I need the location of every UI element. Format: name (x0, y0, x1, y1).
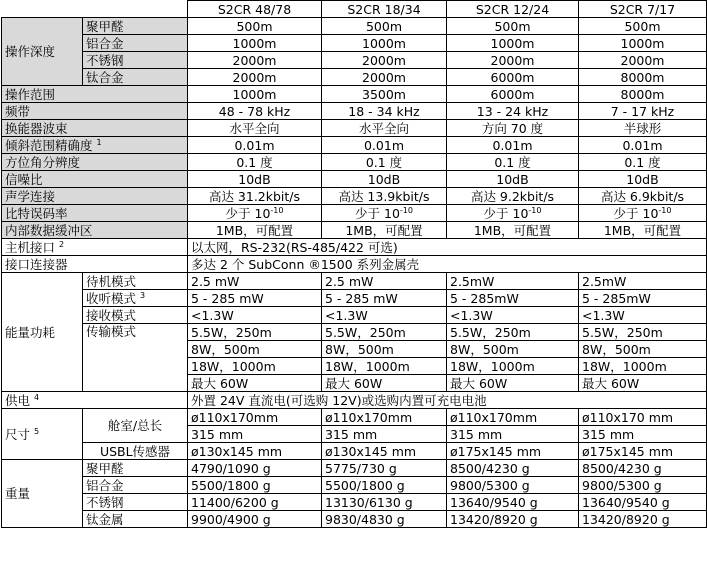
row-label (2, 205, 188, 222)
value-cell: 1MB，可配置 (447, 222, 579, 239)
value-cell: 13640/9540 g (447, 494, 579, 511)
row-label (2, 18, 83, 86)
value-cell: 1000m (188, 86, 322, 103)
value-cell: ø175x145 mm (579, 443, 707, 460)
value-cell: 2000m (188, 52, 322, 69)
footnote-marker: 5 (34, 426, 40, 436)
value-cell: ø130x145 mm (188, 443, 322, 460)
value-cell: 9830/4830 g (322, 511, 447, 528)
weight-row (2, 494, 707, 511)
value-cell: 500m (322, 18, 447, 35)
value-cell: 0.01m (188, 137, 322, 154)
value-cell: 2.5mW (579, 273, 707, 290)
value-cell: 13130/6130 g (322, 494, 447, 511)
row-label-text: 操作范围 (5, 86, 56, 102)
value-cell: 水平全向 (322, 120, 447, 137)
row-label-text: 信噪比 (5, 171, 43, 187)
spec-row (2, 154, 707, 171)
row-label (2, 154, 188, 171)
row-label-text: 重量 (5, 486, 31, 501)
row-label-text: 换能器波束 (5, 120, 68, 136)
value-cell: 5500/1800 g (188, 477, 322, 494)
power-row (2, 324, 707, 341)
material-label: 铝合金 (83, 477, 188, 494)
value-cell: 高达 13.9kbit/s (322, 188, 447, 205)
value-cell: 13420/8920 g (447, 511, 579, 528)
value-cell: 8000m (579, 86, 707, 103)
material-label: 钛合金 (83, 69, 188, 86)
row-label-text: 声学连接 (5, 188, 56, 204)
value-cell: 水平全向 (188, 120, 322, 137)
value-cell: 315 mm (322, 426, 447, 443)
material-label: 聚甲醛 (83, 460, 188, 477)
value-cell: 1MB，可配置 (188, 222, 322, 239)
value-cell: 0.01m (322, 137, 447, 154)
row-label (2, 222, 188, 239)
value-cell: 315 mm (188, 426, 322, 443)
power-mode-text: 待机模式 (86, 273, 137, 289)
material-label: 铝合金 (83, 35, 188, 52)
value-cell: 2.5mW (447, 273, 579, 290)
value-cell: 5 - 285mW (579, 290, 707, 307)
power-row (2, 290, 707, 307)
row-label-text: 比特误码率 (5, 205, 68, 221)
value-cell: 18W，1000m (322, 358, 447, 375)
ber-cell (188, 205, 322, 222)
header-row (2, 1, 707, 18)
power-mode-label (83, 290, 188, 307)
value-cell: 0.01m (447, 137, 579, 154)
size-part-label: USBL传感器 (83, 443, 188, 460)
row-label-text: 主机接口 (5, 239, 56, 255)
value-cell: 3500m (322, 86, 447, 103)
value-cell: 1000m (188, 35, 322, 52)
row-label (2, 137, 188, 154)
row-label (2, 103, 188, 120)
depth-row (2, 52, 707, 69)
value-cell: 0.1 度 (188, 154, 322, 171)
value-cell: 8500/4230 g (447, 460, 579, 477)
value-cell: 315 mm (447, 426, 579, 443)
value-cell: 7 - 17 kHz (579, 103, 707, 120)
footnote-marker: 4 (34, 392, 40, 402)
value-cell: 13 - 24 kHz (447, 103, 579, 120)
weight-row (2, 460, 707, 477)
value-cell: 13640/9540 g (579, 494, 707, 511)
ber-cell (579, 205, 707, 222)
value-cell: 最大 60W (579, 375, 707, 392)
value-cell: 18W，1000m (447, 358, 579, 375)
value-cell: 10dB (447, 171, 579, 188)
model-header: S2CR 12/24 (447, 1, 579, 18)
size-part-label: 舱室/总长 (83, 409, 188, 443)
value-cell: 8W，500m (579, 341, 707, 358)
wide-value: 外置 24V 直流电(可选购 12V)或选购内置可充电电池 (188, 392, 707, 409)
row-label-text: 供电 (5, 392, 31, 408)
material-label: 聚甲醛 (83, 18, 188, 35)
value-cell: 高达 31.2kbit/s (188, 188, 322, 205)
value-cell: 13420/8920 g (579, 511, 707, 528)
material-label: 不锈钢 (83, 52, 188, 69)
value-cell: 最大 60W (188, 375, 322, 392)
value-cell: <1.3W (447, 307, 579, 324)
row-label (2, 273, 83, 392)
value-cell: 10dB (188, 171, 322, 188)
row-label (2, 256, 188, 273)
weight-row (2, 511, 707, 528)
ber-exponent: -10 (528, 205, 542, 215)
ber-prefix: 少于 10 (225, 205, 271, 221)
row-label-text: 操作深度 (5, 44, 56, 59)
row-label (2, 392, 188, 409)
depth-row (2, 69, 707, 86)
material-label: 不锈钢 (83, 494, 188, 511)
row-label (2, 120, 188, 137)
ber-prefix: 少于 10 (355, 205, 400, 221)
value-cell: 500m (447, 18, 579, 35)
value-cell: 最大 60W (447, 375, 579, 392)
power-row (2, 273, 707, 290)
depth-row (2, 18, 707, 35)
value-cell: 5 - 285 mW (322, 290, 447, 307)
wide-value: 多达 2 个 SubConn ®1500 系列金属壳 (188, 256, 707, 273)
value-cell: 2.5 mW (322, 273, 447, 290)
ber-cell (322, 205, 447, 222)
value-cell: 高达 6.9kbit/s (579, 188, 707, 205)
row-label (2, 409, 83, 460)
value-cell: 8000m (579, 69, 707, 86)
value-cell: 10dB (579, 171, 707, 188)
value-cell: ø110x170 mm (579, 409, 707, 426)
value-cell: 最大 60W (322, 375, 447, 392)
value-cell: ø110x170mm (322, 409, 447, 426)
row-label-text: 尺寸 (5, 426, 31, 442)
row-label (2, 171, 188, 188)
spec-row (2, 103, 707, 120)
row-label (2, 460, 83, 528)
spec-row (2, 120, 707, 137)
power-mode-label: 传输模式 (83, 324, 188, 392)
value-cell: 0.01m (579, 137, 707, 154)
value-cell: ø110x170mm (188, 409, 322, 426)
value-cell: ø130x145 mm (322, 443, 447, 460)
value-cell: 5 - 285 mW (188, 290, 322, 307)
row-label-text: 能量功耗 (5, 324, 56, 340)
value-cell: 48 - 78 kHz (188, 103, 322, 120)
spec-row (2, 86, 707, 103)
wide-value: 以太网，RS-232(RS-485/422 可选) (188, 239, 707, 256)
value-cell: 1000m (447, 35, 579, 52)
value-cell: 2000m (447, 52, 579, 69)
power-mode-text: 接收模式 (86, 307, 137, 323)
ber-exponent: -10 (270, 205, 284, 215)
value-cell: 9900/4900 g (188, 511, 322, 528)
value-cell: 半球形 (579, 120, 707, 137)
size-row (2, 443, 707, 460)
row-label (2, 188, 188, 205)
value-cell: 10dB (322, 171, 447, 188)
connector-row (2, 256, 707, 273)
power-mode-label (83, 273, 188, 290)
value-cell: 5.5W，250m (579, 324, 707, 341)
model-header: S2CR 18/34 (322, 1, 447, 18)
value-cell: 1MB，可配置 (322, 222, 447, 239)
value-cell: <1.3W (322, 307, 447, 324)
value-cell: 500m (579, 18, 707, 35)
header-blank (2, 1, 188, 18)
value-cell: 5.5W，250m (447, 324, 579, 341)
value-cell: 1MB，可配置 (579, 222, 707, 239)
footnote-marker: 2 (59, 239, 65, 249)
value-cell: 18W，1000m (188, 358, 322, 375)
value-cell: 2.5 mW (188, 273, 322, 290)
value-cell: 8500/4230 g (579, 460, 707, 477)
power-mode-label (83, 307, 188, 324)
row-label-text: 内部数据缓冲区 (5, 222, 93, 238)
value-cell: <1.3W (579, 307, 707, 324)
ber-prefix: 少于 10 (613, 205, 659, 221)
value-cell: ø110x170mm (447, 409, 579, 426)
spec-table (1, 0, 707, 528)
model-header: S2CR 48/78 (188, 1, 322, 18)
value-cell: 8W，500m (322, 341, 447, 358)
value-cell: 0.1 度 (322, 154, 447, 171)
value-cell: 6000m (447, 69, 579, 86)
value-cell: 18W，1000m (579, 358, 707, 375)
value-cell: 18 - 34 kHz (322, 103, 447, 120)
value-cell: 8W，500m (447, 341, 579, 358)
value-cell: 11400/6200 g (188, 494, 322, 511)
row-label-text: 接口连接器 (5, 256, 68, 272)
value-cell: 9800/5300 g (447, 477, 579, 494)
value-cell: 高达 9.2kbit/s (447, 188, 579, 205)
value-cell: 2000m (579, 52, 707, 69)
ber-exponent: -10 (399, 205, 413, 215)
value-cell: 5500/1800 g (322, 477, 447, 494)
value-cell: 8W，500m (188, 341, 322, 358)
buffer-row (2, 222, 707, 239)
ber-exponent: -10 (658, 205, 672, 215)
value-cell: 2000m (322, 52, 447, 69)
ber-prefix: 少于 10 (483, 205, 529, 221)
spec-row (2, 188, 707, 205)
value-cell: 5.5W，250m (188, 324, 322, 341)
value-cell: 4790/1090 g (188, 460, 322, 477)
value-cell: <1.3W (188, 307, 322, 324)
supply-row (2, 392, 707, 409)
depth-row (2, 35, 707, 52)
value-cell: 2000m (188, 69, 322, 86)
row-label (2, 239, 188, 256)
value-cell: 方向 70 度 (447, 120, 579, 137)
value-cell: 315 mm (579, 426, 707, 443)
value-cell: 9800/5300 g (579, 477, 707, 494)
row-label-text: 方位角分辨度 (5, 154, 81, 170)
material-label: 钛金属 (83, 511, 188, 528)
value-cell: ø175x145 mm (447, 443, 579, 460)
spec-row (2, 171, 707, 188)
row-label-text: 倾斜范围精确度 (5, 137, 93, 153)
value-cell: 5 - 285mW (447, 290, 579, 307)
value-cell: 1000m (579, 35, 707, 52)
spec-row (2, 137, 707, 154)
footnote-marker: 1 (96, 137, 102, 147)
value-cell: 0.1 度 (447, 154, 579, 171)
model-header: S2CR 7/17 (579, 1, 707, 18)
value-cell: 2000m (322, 69, 447, 86)
value-cell: 5.5W，250m (322, 324, 447, 341)
value-cell: 0.1 度 (579, 154, 707, 171)
value-cell: 6000m (447, 86, 579, 103)
power-mode-text: 收听模式 (86, 290, 137, 306)
ber-cell (447, 205, 579, 222)
ber-row (2, 205, 707, 222)
footnote-marker: 3 (140, 290, 146, 300)
power-row (2, 307, 707, 324)
size-row (2, 409, 707, 426)
weight-row (2, 477, 707, 494)
row-label-text: 频带 (5, 103, 31, 119)
row-label (2, 86, 188, 103)
value-cell: 1000m (322, 35, 447, 52)
value-cell: 5775/730 g (322, 460, 447, 477)
value-cell: 500m (188, 18, 322, 35)
host-row (2, 239, 707, 256)
